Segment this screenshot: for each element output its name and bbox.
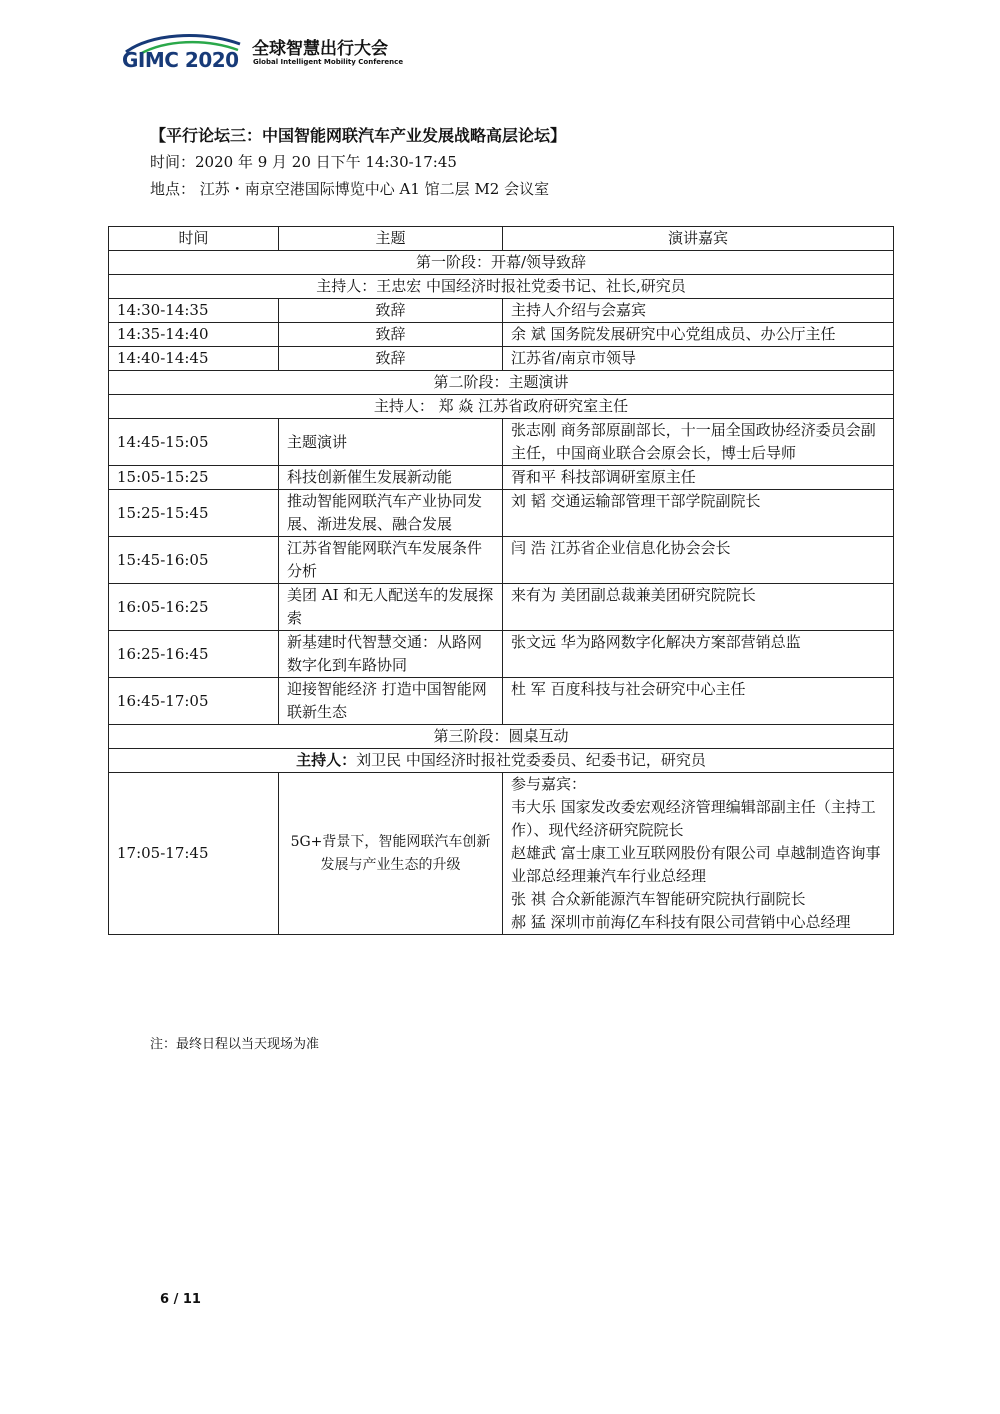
row-speaker: 张志刚 商务部原副部长，十一届全国政协经济委员会副主任，中国商业联合会原会长，博士后导师 — [503, 419, 894, 466]
row-topic: 科技创新催生发展新动能 — [279, 466, 503, 490]
row-speaker: 闫 浩 江苏省企业信息化协会会长 — [503, 537, 894, 584]
logo-gimc-text: GIMC 2020 — [122, 48, 239, 72]
row-speaker: 张文远 华为路网数字化解决方案部营销总监 — [503, 631, 894, 678]
stage-3-host: 刘卫民 中国经济时报社党委委员、纪委书记，研究员 — [356, 751, 706, 769]
stage-1-host: 主持人：王忠宏 中国经济时报社党委书记、社长,研究员 — [109, 275, 894, 299]
row-topic: 新基建时代智慧交通：从路网数字化到车路协同 — [279, 631, 503, 678]
agenda-table — [108, 226, 894, 935]
stage-3-host-row — [109, 749, 894, 773]
stage-2-title: 第二阶段：主题演讲 — [109, 371, 894, 395]
header-time: 时间 — [109, 227, 279, 251]
row-time: 14:35-14:40 — [109, 323, 279, 347]
row-speaker: 主持人介绍与会嘉宾 — [503, 299, 894, 323]
stage-1-title: 第一阶段：开幕/领导致辞 — [109, 251, 894, 275]
table-row — [109, 537, 894, 584]
row-speaker: 胥和平 科技部调研室原主任 — [503, 466, 894, 490]
table-row — [109, 773, 894, 935]
row-topic: 迎接智能经济 打造中国智能网联新生态 — [279, 678, 503, 725]
row-speaker: 刘 韬 交通运输部管理干部学院副院长 — [503, 490, 894, 537]
row-topic: 推动智能网联汽车产业协同发展、渐进发展、融合发展 — [279, 490, 503, 537]
row-speaker: 杜 军 百度科技与社会研究中心主任 — [503, 678, 894, 725]
row-time: 16:05-16:25 — [109, 584, 279, 631]
row-time: 15:45-16:05 — [109, 537, 279, 584]
stage-3-host-cell — [109, 749, 894, 773]
row-topic: 致辞 — [279, 347, 503, 371]
row-topic: 致辞 — [279, 299, 503, 323]
logo-english-name: Global Intelligent Mobility Conference — [253, 58, 404, 66]
row-time: 14:40-14:45 — [109, 347, 279, 371]
row-topic: 致辞 — [279, 323, 503, 347]
row-speaker: 参与嘉宾： 韦大乐 国家发改委宏观经济管理编辑部副主任（主持工作）、现代经济研究院院长 赵雄武 富士康工业互联网股份有限公司 卓越制造咨询事业部总经理兼汽车行业总经理 张 祺 合众新能源汽车智能研究院执行副院长 郝 猛 深圳市前海亿车科技有限公司营销中心总经理 — [503, 773, 894, 935]
table-row — [109, 299, 894, 323]
schedule-note: 注：最终日程以当天现场为准 — [150, 1037, 320, 1052]
stage-2-title-row — [109, 371, 894, 395]
stage-3-title-row — [109, 725, 894, 749]
row-speaker: 江苏省/南京市领导 — [503, 347, 894, 371]
stage-2-host: 主持人： 郑 焱 江苏省政府研究室主任 — [109, 395, 894, 419]
row-time: 17:05-17:45 — [109, 773, 279, 935]
row-time: 15:05-15:25 — [109, 466, 279, 490]
table-row — [109, 323, 894, 347]
row-topic: 江苏省智能网联汽车发展条件分析 — [279, 537, 503, 584]
row-topic: 主题演讲 — [279, 419, 503, 466]
forum-time: 时间：2020 年 9 月 20 日下午 14:30-17:45 — [150, 153, 457, 171]
forum-title: 【平行论坛三：中国智能网联汽车产业发展战略高层论坛】 — [150, 126, 567, 145]
table-row — [109, 678, 894, 725]
row-time: 16:25-16:45 — [109, 631, 279, 678]
table-row — [109, 419, 894, 466]
row-time: 15:25-15:45 — [109, 490, 279, 537]
stage-1-host-row — [109, 275, 894, 299]
row-topic: 5G+背景下，智能网联汽车创新发展与产业生态的升级 — [279, 773, 503, 935]
table-row — [109, 584, 894, 631]
header-speaker: 演讲嘉宾 — [503, 227, 894, 251]
row-time: 16:45-17:05 — [109, 678, 279, 725]
row-topic: 美团 AI 和无人配送车的发展探索 — [279, 584, 503, 631]
row-time: 14:30-14:35 — [109, 299, 279, 323]
gimc-logo — [120, 28, 420, 74]
row-speaker: 来有为 美团副总裁兼美团研究院院长 — [503, 584, 894, 631]
table-row — [109, 466, 894, 490]
stage-2-host-row — [109, 395, 894, 419]
row-speaker: 余 斌 国务院发展研究中心党组成员、办公厅主任 — [503, 323, 894, 347]
page-number: 6 / 11 — [160, 1292, 201, 1307]
logo-chinese-name: 全球智慧出行大会 — [252, 39, 388, 59]
header-topic: 主题 — [279, 227, 503, 251]
table-row — [109, 631, 894, 678]
stage-3-host-label: 主持人： — [296, 751, 357, 769]
table-header-row — [109, 227, 894, 251]
table-row — [109, 490, 894, 537]
stage-3-title: 第三阶段：圆桌互动 — [109, 725, 894, 749]
stage-1-title-row — [109, 251, 894, 275]
forum-place: 地点： 江苏・南京空港国际博览中心 A1 馆二层 M2 会议室 — [150, 180, 550, 198]
table-row — [109, 347, 894, 371]
row-time: 14:45-15:05 — [109, 419, 279, 466]
